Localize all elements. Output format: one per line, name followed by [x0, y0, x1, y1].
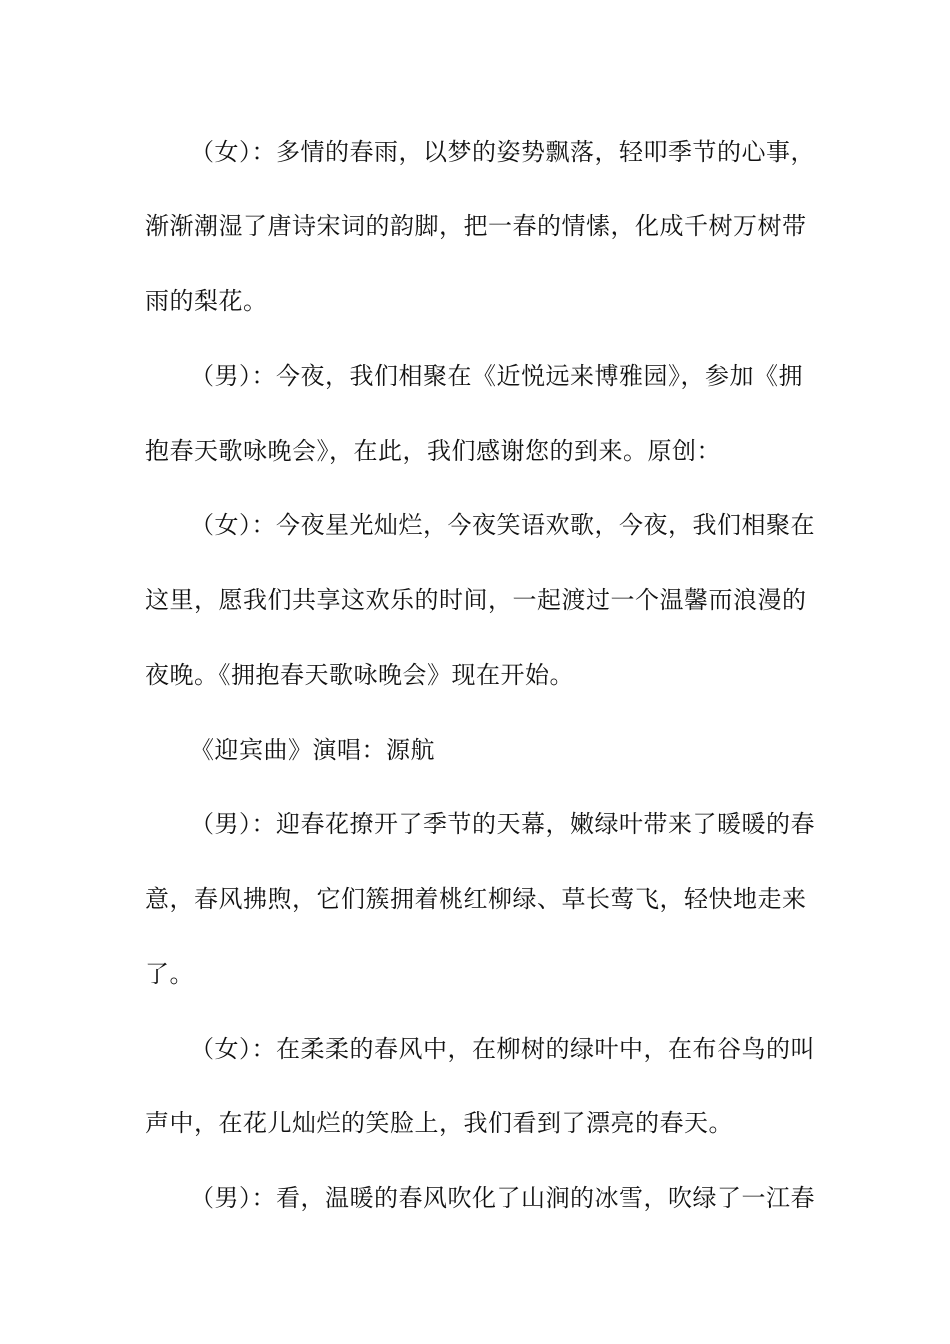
paragraph-line: （女）：在柔柔的春风中，在柳树的绿叶中，在布谷鸟的叫	[190, 1035, 815, 1063]
paragraph-line: 意，春风拂煦，它们簇拥着桃红柳绿、草长莺飞，轻快地走来	[145, 885, 807, 913]
paragraph-line: （女）：今夜星光灿烂，今夜笑语欢歌，今夜，我们相聚在	[190, 511, 815, 539]
paragraph-line: （男）：看，温暖的春风吹化了山涧的冰雪，吹绿了一江春	[190, 1184, 815, 1212]
paragraph-line: 渐渐潮湿了唐诗宋词的韵脚，把一春的情愫，化成千树万树带	[145, 212, 807, 240]
paragraph-line: 这里，愿我们共享这欢乐的时间，一起渡过一个温馨而浪漫的	[145, 586, 807, 614]
paragraph-line: 夜晚。《拥抱春天歌咏晚会》现在开始。	[145, 661, 574, 689]
paragraph-line: （女）：多情的春雨，以梦的姿势飘落，轻叩季节的心事，	[190, 138, 815, 166]
paragraph-line: 抱春天歌咏晚会》，在此，我们感谢您的到来。原创：	[145, 437, 721, 465]
paragraph-line: 声中，在花儿灿烂的笑脸上，我们看到了漂亮的春天。	[145, 1109, 733, 1137]
paragraph-line: （男）：今夜，我们相聚在《近悦远来博雅园》，参加《拥	[190, 362, 803, 390]
paragraph-line: 了。	[145, 960, 194, 988]
paragraph-line: 《迎宾曲》演唱：源航	[190, 736, 435, 764]
paragraph-line: （男）：迎春花撩开了季节的天幕，嫩绿叶带来了暖暖的春	[190, 810, 815, 838]
paragraph-line: 雨的梨花。	[145, 287, 268, 315]
